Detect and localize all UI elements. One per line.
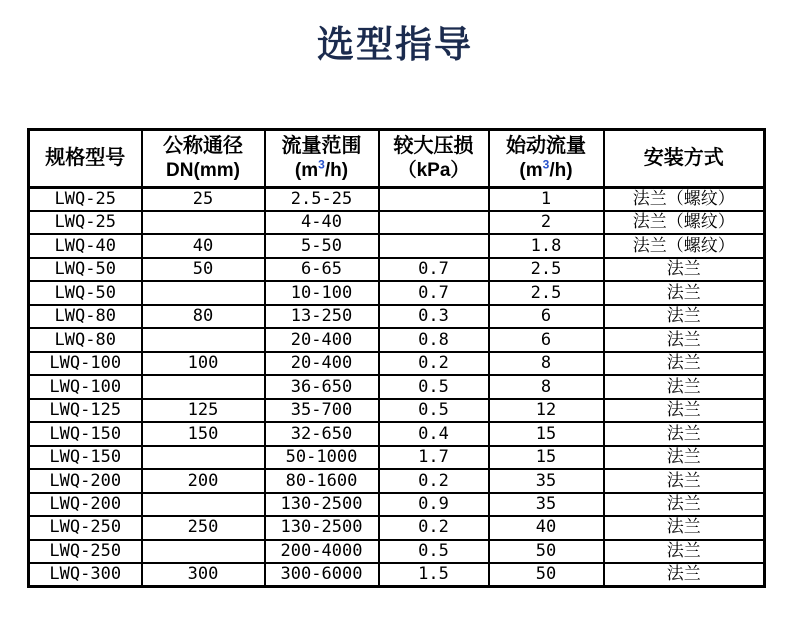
header-label: 规格型号 — [45, 147, 126, 169]
header-label: 流量范围 — [281, 135, 362, 158]
cell-flow_range: 300-6000 — [265, 563, 379, 587]
table-row — [29, 211, 765, 234]
column-header-start-flow — [489, 130, 604, 188]
cell-dn — [142, 281, 265, 304]
cell-dn — [142, 211, 265, 234]
cell-pressure_loss — [379, 234, 489, 257]
cell-flow_range: 6-65 — [265, 258, 379, 281]
selection-guide-table — [27, 128, 766, 588]
table-row — [29, 352, 765, 375]
cell-model: LWQ-100 — [29, 375, 142, 398]
column-header-nominal-diameter — [142, 130, 265, 188]
cell-pressure_loss: 0.5 — [379, 399, 489, 422]
cell-model: LWQ-50 — [29, 281, 142, 304]
cell-start_flow: 35 — [489, 469, 604, 492]
cell-dn: 25 — [142, 188, 265, 211]
cell-dn: 300 — [142, 563, 265, 587]
cell-model: LWQ-100 — [29, 352, 142, 375]
cell-flow_range: 200-4000 — [265, 540, 379, 563]
cell-dn: 125 — [142, 399, 265, 422]
cell-dn — [142, 375, 265, 398]
cell-installation: 法兰 — [604, 305, 765, 328]
table-row — [29, 188, 765, 211]
table-row — [29, 563, 765, 587]
cell-pressure_loss: 0.7 — [379, 258, 489, 281]
cell-model: LWQ-80 — [29, 305, 142, 328]
table-row — [29, 234, 765, 257]
cell-start_flow: 12 — [489, 399, 604, 422]
column-header-pressure-loss — [379, 130, 489, 188]
table-row — [29, 258, 765, 281]
cell-dn: 40 — [142, 234, 265, 257]
superscript-3: 3 — [318, 157, 325, 172]
header-label: 公称通径 — [163, 135, 243, 158]
table-body — [29, 188, 765, 587]
header-unit: $(m^3/h)$ — [519, 157, 573, 182]
cell-flow_range: 32-650 — [265, 422, 379, 445]
cell-installation: 法兰 — [604, 563, 765, 587]
cell-installation: 法兰（螺纹） — [604, 188, 765, 211]
cell-start_flow: 15 — [489, 446, 604, 469]
cell-flow_range: 2.5-25 — [265, 188, 379, 211]
cell-start_flow: 8 — [489, 352, 604, 375]
cell-dn — [142, 328, 265, 351]
cell-pressure_loss: 0.3 — [379, 305, 489, 328]
cell-flow_range: 50-1000 — [265, 446, 379, 469]
table-row — [29, 540, 765, 563]
cell-pressure_loss: 0.7 — [379, 281, 489, 304]
cell-start_flow: 2.5 — [489, 281, 604, 304]
table-row — [29, 305, 765, 328]
cell-model: LWQ-125 — [29, 399, 142, 422]
cell-model: LWQ-150 — [29, 422, 142, 445]
cell-model: LWQ-25 — [29, 211, 142, 234]
table-row — [29, 281, 765, 304]
cell-pressure_loss: 1.7 — [379, 446, 489, 469]
cell-start_flow: 15 — [489, 422, 604, 445]
cell-model: LWQ-150 — [29, 446, 142, 469]
cell-flow_range: 130-2500 — [265, 493, 379, 516]
cell-dn: 80 — [142, 305, 265, 328]
cell-start_flow: 1 — [489, 188, 604, 211]
cell-installation: 法兰 — [604, 493, 765, 516]
cell-pressure_loss: 0.4 — [379, 422, 489, 445]
table-row — [29, 469, 765, 492]
header-unit: DN(mm) — [166, 160, 240, 182]
cell-installation: 法兰 — [604, 399, 765, 422]
cell-start_flow: 2.5 — [489, 258, 604, 281]
header-label: 始动流量 — [506, 135, 586, 158]
column-header-model — [29, 130, 142, 188]
table-row — [29, 375, 765, 398]
table-row — [29, 399, 765, 422]
cell-start_flow: 50 — [489, 563, 604, 587]
cell-flow_range: 130-2500 — [265, 516, 379, 539]
table-row — [29, 422, 765, 445]
cell-flow_range: 10-100 — [265, 281, 379, 304]
cell-dn — [142, 540, 265, 563]
cell-start_flow: 6 — [489, 305, 604, 328]
cell-start_flow: 35 — [489, 493, 604, 516]
header-unit: （kPa） — [397, 160, 470, 182]
cell-pressure_loss: 0.5 — [379, 375, 489, 398]
cell-dn: 250 — [142, 516, 265, 539]
cell-installation: 法兰 — [604, 328, 765, 351]
cell-start_flow: 50 — [489, 540, 604, 563]
cell-installation: 法兰 — [604, 446, 765, 469]
cell-installation: 法兰 — [604, 258, 765, 281]
cell-start_flow: 1.8 — [489, 234, 604, 257]
cell-pressure_loss — [379, 211, 489, 234]
column-header-flow-range — [265, 130, 379, 188]
cell-dn: 200 — [142, 469, 265, 492]
cell-pressure_loss: 0.2 — [379, 469, 489, 492]
cell-model: LWQ-25 — [29, 188, 142, 211]
column-header-installation — [604, 130, 765, 188]
cell-flow_range: 13-250 — [265, 305, 379, 328]
header-label: 安装方式 — [643, 147, 724, 169]
cell-model: LWQ-40 — [29, 234, 142, 257]
cell-flow_range: 20-400 — [265, 328, 379, 351]
cell-start_flow: 40 — [489, 516, 604, 539]
cell-pressure_loss: 0.8 — [379, 328, 489, 351]
cell-dn: 50 — [142, 258, 265, 281]
cell-installation: 法兰 — [604, 422, 765, 445]
cell-pressure_loss: 0.2 — [379, 352, 489, 375]
cell-installation: 法兰 — [604, 352, 765, 375]
cell-model: LWQ-50 — [29, 258, 142, 281]
cell-start_flow: 2 — [489, 211, 604, 234]
cell-flow_range: 5-50 — [265, 234, 379, 257]
superscript-3: 3 — [542, 157, 550, 172]
table-row — [29, 446, 765, 469]
cell-pressure_loss: 0.2 — [379, 516, 489, 539]
table-row — [29, 493, 765, 516]
cell-installation: 法兰（螺纹） — [604, 234, 765, 257]
cell-pressure_loss: 1.5 — [379, 563, 489, 587]
cell-dn: 100 — [142, 352, 265, 375]
cell-model: LWQ-250 — [29, 516, 142, 539]
header-label: 较大压损 — [393, 135, 474, 158]
table-row — [29, 516, 765, 539]
page-title: 选型指导 — [317, 24, 473, 65]
cell-installation: 法兰 — [604, 540, 765, 563]
cell-installation: 法兰 — [604, 375, 765, 398]
cell-dn — [142, 493, 265, 516]
cell-model: LWQ-300 — [29, 563, 142, 587]
cell-model: LWQ-250 — [29, 540, 142, 563]
cell-dn — [142, 446, 265, 469]
cell-installation: 法兰 — [604, 281, 765, 304]
cell-installation: 法兰 — [604, 516, 765, 539]
cell-model: LWQ-200 — [29, 469, 142, 492]
cell-installation: 法兰 — [604, 469, 765, 492]
cell-flow_range: 4-40 — [265, 211, 379, 234]
cell-model: LWQ-80 — [29, 328, 142, 351]
cell-flow_range: 35-700 — [265, 399, 379, 422]
cell-model: LWQ-200 — [29, 493, 142, 516]
header-unit: $(m^3/h)$ — [294, 157, 349, 182]
cell-pressure_loss — [379, 188, 489, 211]
cell-flow_range: 20-400 — [265, 352, 379, 375]
cell-flow_range: 80-1600 — [265, 469, 379, 492]
table-row — [29, 328, 765, 351]
cell-pressure_loss: 0.5 — [379, 540, 489, 563]
cell-start_flow: 6 — [489, 328, 604, 351]
cell-dn: 150 — [142, 422, 265, 445]
cell-pressure_loss: 0.9 — [379, 493, 489, 516]
cell-installation: 法兰（螺纹） — [604, 211, 765, 234]
cell-flow_range: 36-650 — [265, 375, 379, 398]
table-header-row — [29, 130, 765, 188]
cell-start_flow: 8 — [489, 375, 604, 398]
